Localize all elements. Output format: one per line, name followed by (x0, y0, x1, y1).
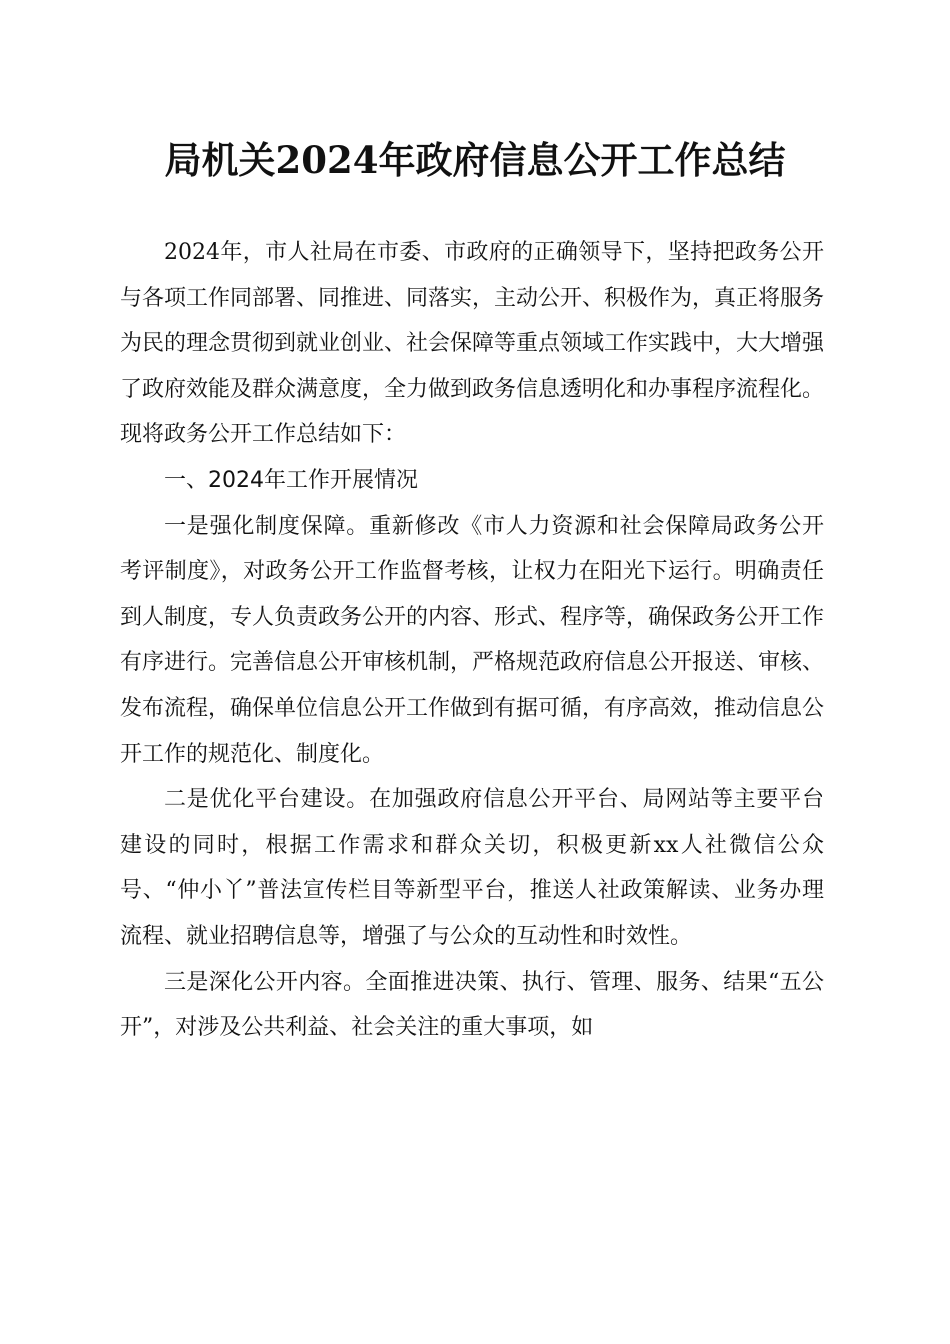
paragraph-lead: 一是强化制度保障。 (164, 513, 370, 539)
paragraph-text: 全面推进决策、执行、管理、服务、结果“五公开”，对涉及公共利益、社会关注的重大事项，如 (120, 969, 824, 1041)
section-heading: 一、2024年工作开展情况 (164, 467, 418, 493)
paragraph-system-guarantee (120, 504, 824, 778)
paragraph-lead: 二是优化平台建设。 (164, 787, 370, 813)
paragraph-platform-building (120, 777, 824, 959)
document-title: 局机关2024年政府信息公开工作总结 (164, 138, 786, 182)
paragraph-lead: 三是深化公开内容。 (164, 969, 366, 995)
paragraph-disclosure-content (120, 960, 824, 1051)
paragraph-text: 在加强政府信息公开平台、局网站等主要平台建设的同时，根据工作需求和群众关切，积极更新xx人社微信公众号、“仲小丫”普法宣传栏目等新型平台，推送人社政策解读、业务办理流程、就业招聘信息等，增强了与公众的互动性和时效性。 (120, 787, 824, 949)
intro-paragraph: 2024年，市人社局在市委、市政府的正确领导下，坚持把政务公开与各项工作同部署、同推进、同落实，主动公开、积极作为，真正将服务为民的理念贯彻到就业创业、社会保障等重点领域工作实践中，大大增强了政府效能及群众满意度，全力做到政务信息透明化和办事程序流程化。现将政务公开工作总结如下： (120, 240, 825, 448)
document-body (120, 230, 824, 1051)
paragraph-text: 重新修改《市人力资源和社会保障局政务公开考评制度》，对政务公开工作监督考核，让权力在阳光下运行。明确责任到人制度，专人负责政务公开的内容、形式、程序等，确保政务公开工作有序进行。完善信息公开审核机制，严格规范政府信息公开报送、审核、发布流程，确保单位信息公开工作做到有据可循，有序高效，推动信息公开工作的规范化、制度化。 (120, 513, 825, 767)
